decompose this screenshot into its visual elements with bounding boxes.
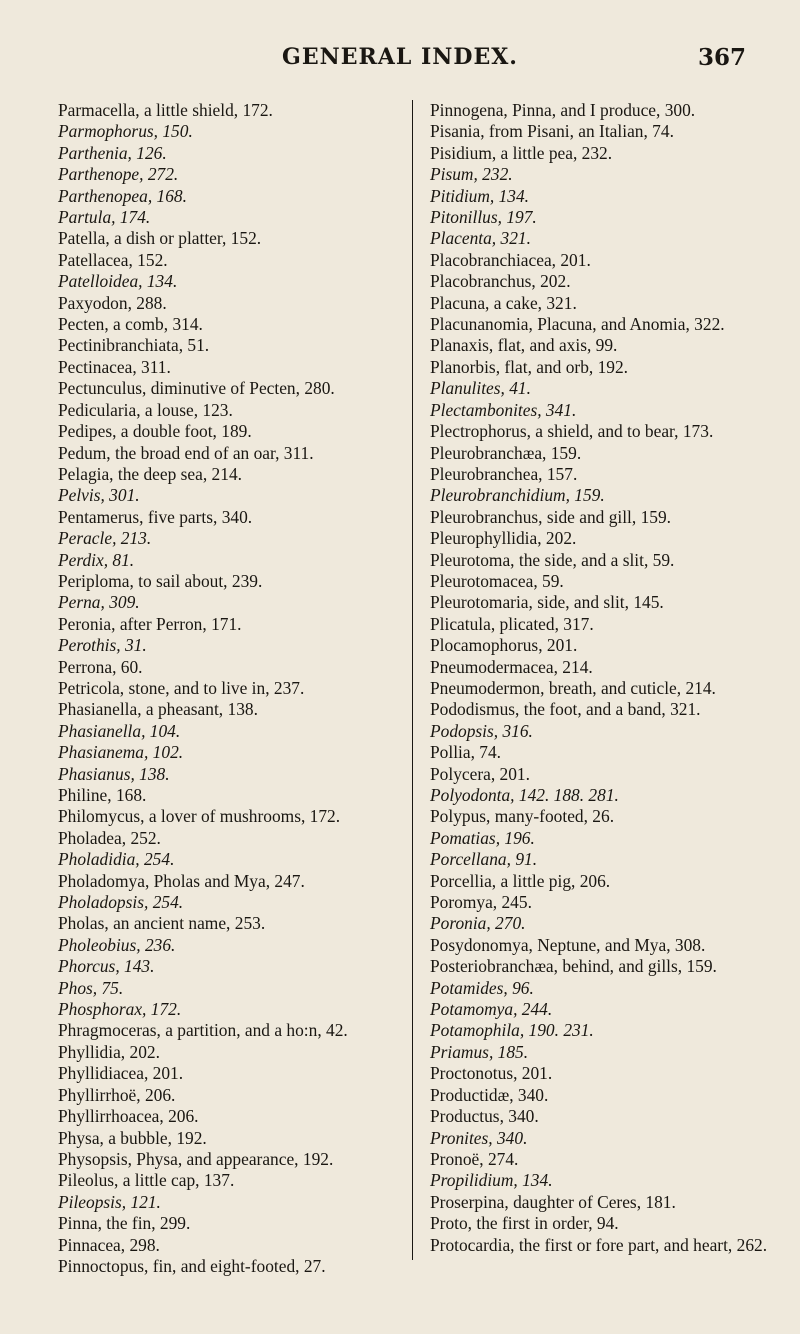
index-entry: Pelvis, 301.: [58, 485, 140, 506]
index-entry: Perdix, 81.: [58, 549, 135, 570]
index-entry: Pronoë, 274.: [430, 1148, 519, 1169]
index-entry: Pronites, 340.: [430, 1127, 528, 1148]
index-entry: Pectinibranchiata, 51.: [58, 335, 210, 356]
page-number: 367: [697, 44, 746, 71]
index-entry: Phasianella, 104.: [58, 720, 181, 741]
index-entry: Podopsis, 316.: [430, 720, 533, 741]
page-header: [0, 44, 800, 78]
index-entry: Parmacella, a little shield, 172.: [58, 100, 273, 120]
index-entry: Pinnacea, 298.: [58, 1234, 160, 1255]
index-entry: Proto, the first in order, 94.: [430, 1213, 619, 1234]
index-entry: Pleurobranchæa, 159.: [430, 442, 582, 463]
index-entry: Pectinacea, 311.: [58, 356, 171, 377]
index-entry: Pomatias, 196.: [430, 827, 535, 848]
index-entry: Plectambonites, 341.: [430, 399, 577, 420]
index-entry: Planaxis, flat, and axis, 99.: [430, 335, 618, 356]
index-entry: Peronia, after Perron, 171.: [58, 613, 242, 634]
index-entry: Pholas, an ancient name, 253.: [58, 913, 266, 934]
index-entry: Pneumodermon, breath, and cuticle, 214.: [430, 677, 716, 698]
index-entry: Proctonotus, 201.: [430, 1063, 553, 1084]
running-title: GENERAL INDEX.: [282, 44, 518, 70]
index-entry: Phosphorax, 172.: [58, 999, 182, 1020]
index-entry: Posydonomya, Neptune, and Mya, 308.: [430, 934, 706, 955]
index-entry: Pleurotoma, the side, and a slit, 59.: [430, 549, 675, 570]
index-entry: Pinnoctopus, fin, and eight-footed, 27.: [58, 1255, 326, 1276]
index-entry: Pholadopsis, 254.: [58, 892, 184, 913]
index-entry: Porcellana, 91.: [430, 849, 538, 870]
index-entry: Phragmoceras, a partition, and a ho:n, 42.: [58, 1020, 348, 1041]
index-entry: Proserpina, daughter of Ceres, 181.: [430, 1191, 676, 1212]
index-entry: Pleurotomaria, side, and slit, 145.: [430, 592, 664, 613]
index-entry: Pleurotomacea, 59.: [430, 570, 564, 591]
index-entry: Parthenopea, 168.: [58, 185, 187, 206]
index-entry: Phasianema, 102.: [58, 742, 184, 763]
index-entry: Pleurophyllidia, 202.: [430, 528, 577, 549]
index-entry: Polyodonta, 142. 188. 281.: [430, 785, 619, 805]
index-entry: Pitidium, 134.: [430, 185, 530, 206]
index-entry: Plocamophorus, 201.: [430, 635, 578, 656]
index-entry: Priamus, 185.: [430, 1041, 529, 1062]
index-entry: Phyllidia, 202.: [58, 1041, 160, 1062]
index-entry: Phyllirrhoë, 206.: [58, 1084, 176, 1105]
index-entry: Periploma, to sail about, 239.: [58, 570, 263, 591]
index-entry: Productus, 340.: [430, 1106, 539, 1127]
index-entry: Poronia, 270.: [430, 913, 526, 934]
index-entry: Plicatula, plicated, 317.: [430, 613, 594, 634]
index-entry: Perna, 309.: [58, 592, 140, 613]
index-entry: Phasianella, a pheasant, 138.: [58, 699, 258, 720]
index-entry: Propilidium, 134.: [430, 1170, 553, 1191]
index-entry: Posteriobranchæa, behind, and gills, 159.: [430, 956, 717, 977]
index-entry: Patelloidea, 134.: [58, 271, 178, 292]
index-entry: Productidæ, 340.: [430, 1084, 549, 1105]
index-entry: Protocardia, the first or fore part, and heart, 262.: [430, 1234, 768, 1255]
index-entry: Phyllidiacea, 201.: [58, 1063, 184, 1084]
index-entry: Placuna, a cake, 321.: [430, 292, 577, 313]
index-column-right: [430, 100, 770, 1256]
index-entry: Placunanomia, Placuna, and Anomia, 322.: [430, 314, 725, 335]
index-entry: Pleurobranchidium, 159.: [430, 485, 605, 506]
index-entry: Patella, a dish or platter, 152.: [58, 228, 262, 249]
index-entry: Pitonillus, 197.: [430, 207, 537, 228]
index-entry: Plectrophorus, a shield, and to bear, 173.: [430, 421, 714, 442]
index-entry: Physopsis, Physa, and appearance, 192.: [58, 1148, 334, 1169]
index-entry: Pileopsis, 121.: [58, 1191, 161, 1212]
index-entry: Placobranchus, 202.: [430, 271, 571, 292]
index-entry: Potamomya, 244.: [430, 999, 553, 1020]
index-entry: Planulites, 41.: [430, 378, 531, 399]
index-entry: Pleurobranchea, 157.: [430, 463, 578, 484]
index-entry: Phos, 75.: [58, 977, 124, 998]
index-entry: Placenta, 321.: [430, 228, 531, 249]
index-entry: Poromya, 245.: [430, 892, 532, 913]
column-divider: [412, 100, 413, 1260]
index-entry: Pectunculus, diminutive of Pecten, 280.: [58, 378, 335, 399]
index-entry: Petricola, stone, and to live in, 237.: [58, 677, 305, 698]
index-entry: Placobranchiacea, 201.: [430, 249, 591, 270]
index-entry: Phyllirrhoacea, 206.: [58, 1106, 199, 1127]
index-entry: Planorbis, flat, and orb, 192.: [430, 356, 629, 377]
index-entry: Pholadomya, Pholas and Mya, 247.: [58, 870, 305, 891]
index-entry: Pentamerus, five parts, 340.: [58, 506, 253, 527]
index-entry: Parthenope, 272.: [58, 164, 179, 185]
index-entry: Pollia, 74.: [430, 742, 502, 763]
index-entry: Pecten, a comb, 314.: [58, 314, 203, 335]
index-entry: Polypus, many-footed, 26.: [430, 806, 615, 827]
index-entry: Pholadea, 252.: [58, 827, 161, 848]
index-entry: Polycera, 201.: [430, 763, 530, 784]
index-entry: Pleurobranchus, side and gill, 159.: [430, 506, 672, 527]
index-entry: Phasianus, 138.: [58, 763, 170, 784]
index-entry: Pelagia, the deep sea, 214.: [58, 463, 242, 484]
index-entry: Pileolus, a little cap, 137.: [58, 1170, 235, 1191]
index-entry: Peracle, 213.: [58, 528, 152, 549]
index-entry: Perothis, 31.: [58, 635, 147, 656]
index-entry: Perrona, 60.: [58, 656, 143, 677]
index-entry: Pneumodermacea, 214.: [430, 656, 593, 677]
index-entry: Pinna, the fin, 299.: [58, 1213, 191, 1234]
index-entry: Patellacea, 152.: [58, 249, 168, 270]
index-entry: Porcellia, a little pig, 206.: [430, 870, 611, 891]
index-entry: Pisidium, a little pea, 232.: [430, 142, 613, 163]
index-entry: Potamides, 96.: [430, 977, 534, 998]
index-entry: Physa, a bubble, 192.: [58, 1127, 207, 1148]
index-entry: Pedum, the broad end of an oar, 311.: [58, 442, 314, 463]
index-entry: Philomycus, a lover of mushrooms, 172.: [58, 806, 341, 827]
index-entry: Pisum, 232.: [430, 164, 513, 185]
index-entry: Pedipes, a double foot, 189.: [58, 421, 252, 442]
index-entry: Pedicularia, a louse, 123.: [58, 399, 233, 420]
index-entry: Potamophila, 190. 231.: [430, 1020, 594, 1041]
index-column-left: [58, 100, 403, 1277]
index-entry: Parthenia, 126.: [58, 142, 167, 163]
index-entry: Pisania, from Pisani, an Italian, 74.: [430, 121, 674, 142]
index-entry: Philine, 168.: [58, 785, 147, 805]
index-entry: Pholeobius, 236.: [58, 934, 176, 955]
index-entry: Partula, 174.: [58, 207, 151, 228]
index-entry: Paxyodon, 288.: [58, 292, 167, 313]
index-entry: Phorcus, 143.: [58, 956, 155, 977]
index-entry: Pododismus, the foot, and a band, 321.: [430, 699, 701, 720]
index-entry: Pinnogena, Pinna, and I produce, 300.: [430, 100, 696, 120]
index-entry: Pholadidia, 254.: [58, 849, 175, 870]
index-entry: Parmophorus, 150.: [58, 121, 193, 142]
